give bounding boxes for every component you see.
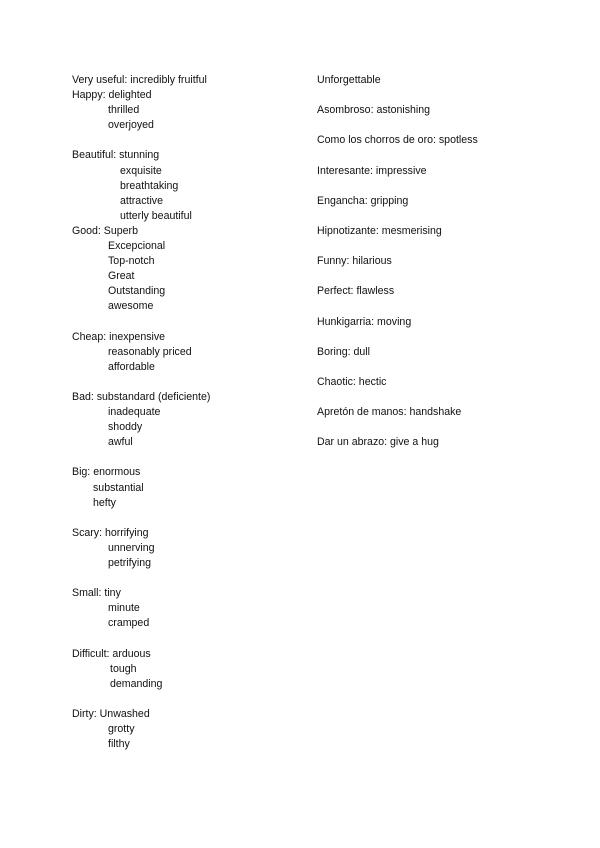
entry-good: Good: Superb xyxy=(72,224,138,237)
spacer xyxy=(317,269,587,284)
synonym: tough xyxy=(110,662,137,675)
entry-difficult: Difficult: arduous xyxy=(72,647,151,660)
synonym: Great xyxy=(108,270,135,283)
entry-bad: Bad: substandard (deficiente) xyxy=(72,390,211,403)
synonym: unnerving xyxy=(108,541,155,554)
spacer xyxy=(317,420,587,435)
entry-hunkigarria: Hunkigarria: moving xyxy=(317,315,412,328)
synonym: inadequate xyxy=(108,406,161,419)
entry-beautiful: Beautiful: stunning xyxy=(72,149,160,162)
synonym: petrifying xyxy=(108,557,151,569)
entry-asombroso: Asombroso: astonishing xyxy=(317,104,431,117)
synonym: exquisite xyxy=(120,164,162,177)
spacer xyxy=(72,450,302,465)
spacer xyxy=(317,390,587,405)
left-column xyxy=(72,73,302,752)
spacer xyxy=(317,330,587,345)
spacer xyxy=(72,571,302,586)
spacer xyxy=(317,360,587,375)
right-column xyxy=(317,73,587,450)
entry-scary: Scary: horrifying xyxy=(72,526,149,539)
synonym: Excepcional xyxy=(108,240,166,253)
spacer xyxy=(317,88,587,103)
synonym: Outstanding xyxy=(108,285,166,298)
entry-engancha: Engancha: gripping xyxy=(317,194,409,207)
entry-hipnotizante: Hipnotizante: mesmerising xyxy=(317,224,442,237)
synonym: utterly beautiful xyxy=(120,209,192,222)
entry-small: Small: tiny xyxy=(72,587,121,600)
entry-dar-un-abrazo: Dar un abrazo: give a hug xyxy=(317,436,439,449)
synonym: filthy xyxy=(108,738,130,751)
spacer xyxy=(317,209,587,224)
entry-big: Big: enormous xyxy=(72,466,141,479)
synonym: awesome xyxy=(108,300,154,313)
entry-apreton-de-manos: Apretón de manos: handshake xyxy=(317,406,462,419)
entry-happy: Happy: delighted xyxy=(72,89,152,102)
entry-chaotic: Chaotic: hectic xyxy=(317,375,387,388)
spacer xyxy=(72,511,302,526)
synonym: hefty xyxy=(93,496,116,509)
synonym: grotty xyxy=(108,723,135,736)
synonym: cramped xyxy=(108,617,150,630)
entry-dirty: Dirty: Unwashed xyxy=(72,707,150,720)
entry-unforgettable: Unforgettable xyxy=(317,74,381,86)
entry-very-useful: Very useful: incredibly fruitful xyxy=(72,74,207,86)
synonym: affordable xyxy=(108,360,155,373)
spacer xyxy=(72,692,302,707)
spacer xyxy=(72,315,302,330)
spacer xyxy=(72,631,302,646)
spacer xyxy=(317,299,587,314)
spacer xyxy=(317,239,587,254)
synonym: reasonably priced xyxy=(108,345,192,358)
entry-cheap: Cheap: inexpensive xyxy=(72,330,166,343)
synonym: overjoyed xyxy=(108,119,154,132)
entry-funny: Funny: hilarious xyxy=(317,255,392,268)
synonym: demanding xyxy=(110,677,163,690)
spacer xyxy=(72,133,302,148)
spacer xyxy=(72,375,302,390)
spacer xyxy=(317,118,587,133)
entry-interesante: Interesante: impressive xyxy=(317,164,427,177)
synonym: breathtaking xyxy=(120,179,179,192)
synonym: minute xyxy=(108,602,140,615)
synonym: substantial xyxy=(93,481,144,494)
spacer xyxy=(317,179,587,194)
spacer xyxy=(317,148,587,163)
synonym: Top-notch xyxy=(108,255,155,268)
entry-perfect: Perfect: flawless xyxy=(317,285,395,298)
entry-chorros-de-oro: Como los chorros de oro: spotless xyxy=(317,134,478,147)
synonym: attractive xyxy=(120,194,163,207)
synonym: awful xyxy=(108,436,133,449)
synonym: shoddy xyxy=(108,421,143,434)
synonym: thrilled xyxy=(108,104,140,117)
entry-boring: Boring: dull xyxy=(317,345,370,358)
